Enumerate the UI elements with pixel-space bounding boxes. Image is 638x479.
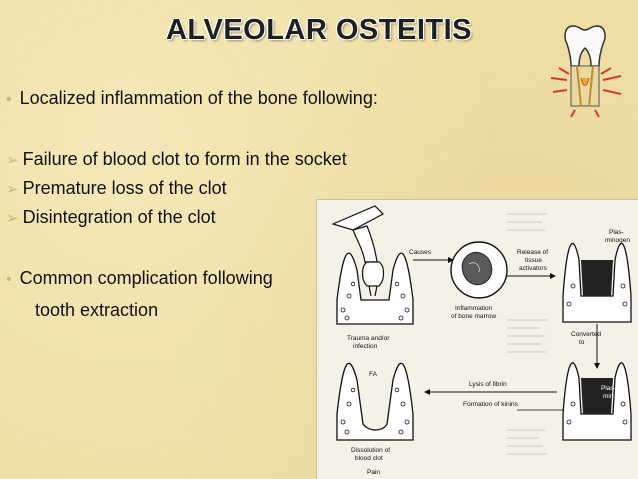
label-formation: Formation of kinins <box>463 401 518 408</box>
bullet-4: ➢ Disintegration of the clot <box>6 207 216 227</box>
arrow-bullet-icon: ➢ <box>6 152 19 169</box>
label-fa: FA <box>369 371 377 378</box>
label-causes: Causes <box>409 249 432 256</box>
label-inflammation-2: of bone marrow <box>451 313 497 320</box>
label-inflammation-1: Inflammation <box>455 305 493 312</box>
bullet-1: • Localized inflammation of the bone following: <box>6 88 378 108</box>
label-pain: Pain <box>367 469 381 476</box>
label-tissue: tissue <box>525 257 542 264</box>
bullet-5-continuation: tooth extraction <box>35 300 159 320</box>
label-dissolution-1: Dissolution of <box>351 447 391 454</box>
bone-marrow-circle <box>451 242 507 298</box>
bullet-dot-icon: • <box>6 271 12 288</box>
slide-title: ALVEOLAR OSTEITIS <box>165 14 473 46</box>
label-lysis: Lysis of fibrin <box>469 381 507 388</box>
label-dissolution-2: blood clot <box>355 455 383 462</box>
socket-plasminogen <box>563 243 631 322</box>
label-converted-1: Converted <box>571 331 601 338</box>
label-activators: activators <box>519 265 547 272</box>
dry-socket-diagram <box>316 199 638 479</box>
label-plasminogen-1: Plas- <box>609 229 624 236</box>
label-plasmin-2: min <box>603 393 614 400</box>
label-plasmin-1: Plas- <box>601 385 616 392</box>
bullet-2: ➢ Failure of blood clot to form in the socket <box>6 149 347 169</box>
label-converted-2: to <box>579 339 585 346</box>
bullet-dot-icon: • <box>6 91 12 108</box>
label-release: Release of <box>517 249 549 256</box>
bullet-3: ➢ Premature loss of the clot <box>6 178 227 198</box>
bullet-5: • Common complication following <box>6 268 273 288</box>
arrow-bullet-icon: ➢ <box>6 210 19 227</box>
socket-plasmin <box>563 363 631 440</box>
label-plasminogen-2: minogen <box>605 237 630 244</box>
label-trauma: Trauma and/or <box>347 335 390 342</box>
tooth-pain-icon <box>545 18 625 118</box>
label-infection: infection <box>353 343 378 350</box>
arrow-bullet-icon: ➢ <box>6 181 19 198</box>
